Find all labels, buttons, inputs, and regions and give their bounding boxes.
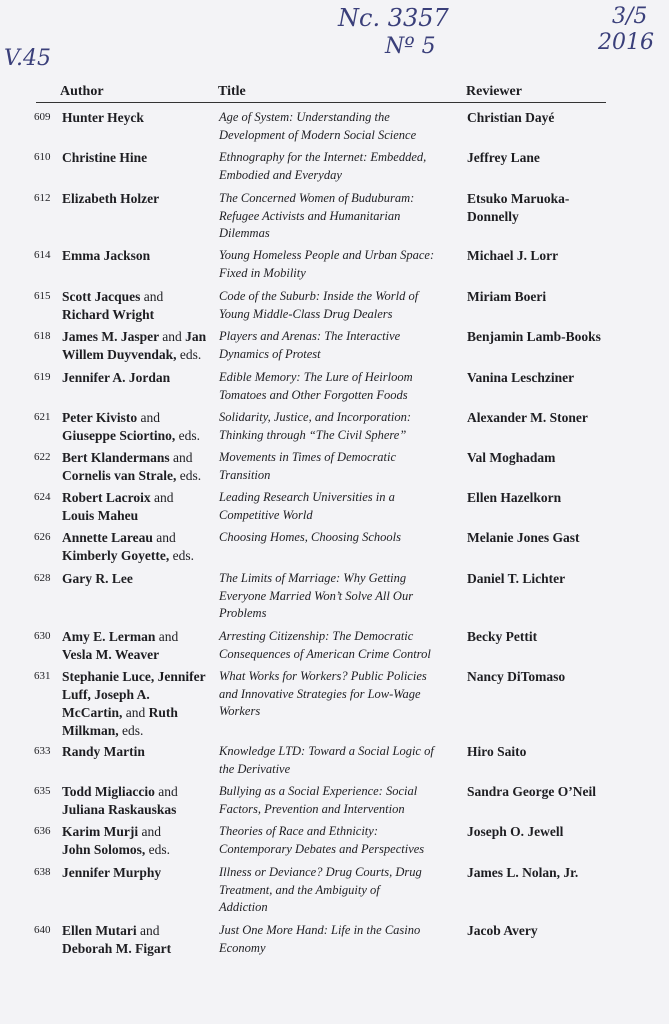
author-line: Vesla M. Weaver <box>62 647 160 662</box>
title-line: Age of System: Understanding the <box>219 110 390 124</box>
table-header <box>0 84 669 104</box>
page-number: 612 <box>34 192 51 204</box>
reviewer-name <box>467 369 617 387</box>
author-line: Louis Maheu <box>62 508 139 523</box>
author-line: Peter Kivisto and <box>62 410 160 425</box>
reviewer-line: Sandra George O’Neil <box>467 784 596 799</box>
author-line: Amy E. Lerman and <box>62 629 179 644</box>
book-title <box>219 409 455 444</box>
author-line: Ellen Mutari and <box>62 923 160 938</box>
reviewer-line: Michael J. Lorr <box>467 248 559 263</box>
author-line: Milkman, eds. <box>62 723 144 738</box>
handwritten-year: 2016 <box>598 30 654 55</box>
reviewer-name <box>467 864 617 882</box>
title-line: Competitive World <box>219 507 313 522</box>
title-line: Economy <box>219 940 266 955</box>
reviewer-name <box>467 247 617 265</box>
title-line: Solidarity, Justice, and Incorporation: <box>219 410 411 424</box>
reviewer-name <box>467 570 617 588</box>
title-line: Theories of Race and Ethnicity: <box>219 824 378 838</box>
title-line: Young Middle-Class Drug Dealers <box>219 306 393 321</box>
title-line: Movements in Times of Democratic <box>219 450 397 464</box>
book-title <box>219 628 455 663</box>
handwritten-issue-number: Nº 5 <box>385 34 436 59</box>
author-line: Scott Jacques and <box>62 289 164 304</box>
book-author <box>62 149 222 167</box>
page-number: 614 <box>34 249 51 261</box>
title-line: Ethnography for the Internet: Embedded, <box>219 150 427 164</box>
book-title <box>219 743 455 778</box>
title-line: Choosing Homes, Choosing Schools <box>219 530 401 544</box>
reviewer-name <box>467 628 617 646</box>
book-author <box>62 288 222 324</box>
book-author <box>62 922 222 958</box>
book-author <box>62 489 222 525</box>
book-title <box>219 369 455 404</box>
book-title <box>219 823 455 858</box>
book-author <box>62 783 222 819</box>
book-author <box>62 823 222 859</box>
book-author <box>62 743 222 761</box>
reviewer-name <box>467 783 617 801</box>
reviewer-name <box>467 409 617 427</box>
book-author <box>62 628 222 664</box>
title-line: Problems <box>219 606 267 620</box>
reviewer-name <box>467 668 617 686</box>
author-line: Jennifer A. Jordan <box>62 370 171 385</box>
title-line: Knowledge LTD: Toward a Social Logic of <box>219 744 434 758</box>
title-line: The Limits of Marriage: Why Getting <box>219 571 407 585</box>
title-line: Treatment, and the Ambiguity of <box>219 882 380 897</box>
title-line: Thinking through “The Civil Sphere” <box>219 427 407 442</box>
title-line: Players and Arenas: The Interactive <box>219 329 401 343</box>
title-line: the Derivative <box>219 761 291 776</box>
author-line: Karim Murji and <box>62 824 161 839</box>
title-line: Tomatoes and Other Forgotten Foods <box>219 387 408 402</box>
book-title <box>219 864 455 917</box>
book-title <box>219 247 455 282</box>
author-line: Todd Migliaccio and <box>62 784 178 799</box>
author-line: Deborah M. Figart <box>62 941 172 956</box>
author-line: Kimberly Goyette, eds. <box>62 548 194 563</box>
author-line: Christine Hine <box>62 150 148 165</box>
author-line: Juliana Raskauskas <box>62 802 177 817</box>
author-line: Elizabeth Holzer <box>62 191 160 206</box>
book-title <box>219 668 455 721</box>
reviewer-line: Jeffrey Lane <box>467 150 540 165</box>
book-author <box>62 449 222 485</box>
reviewer-name <box>467 109 617 127</box>
reviewer-line: Jacob Avery <box>467 923 538 938</box>
handwritten-volume: V.45 <box>4 46 52 71</box>
book-author <box>62 369 222 387</box>
reviewer-line: Christian Dayé <box>467 110 555 125</box>
page-number: 628 <box>34 572 51 584</box>
page-number: 615 <box>34 290 51 302</box>
reviewer-line: Etsuko Maruoka- <box>467 191 570 206</box>
title-line: Bullying as a Social Experience: Social <box>219 784 418 798</box>
title-line: Young Homeless People and Urban Space: <box>219 248 435 262</box>
book-title <box>219 288 455 323</box>
page-number: 619 <box>34 371 51 383</box>
header-divider <box>36 102 606 103</box>
title-line: Just One More Hand: Life in the Casino <box>219 923 421 937</box>
title-line: Fixed in Mobility <box>219 265 306 280</box>
page-number: 622 <box>34 451 51 463</box>
book-author <box>62 109 222 127</box>
title-line: Contemporary Debates and Perspectives <box>219 841 425 856</box>
reviewer-name <box>467 449 617 467</box>
author-line: Gary R. Lee <box>62 571 133 586</box>
reviewer-name <box>467 823 617 841</box>
book-title <box>219 489 455 524</box>
book-title <box>219 922 455 957</box>
page-number: 609 <box>34 111 51 123</box>
author-line: Bert Klandermans and <box>62 450 193 465</box>
title-line: Dynamics of Protest <box>219 346 321 361</box>
book-author <box>62 570 222 588</box>
title-line: Dilemmas <box>219 226 270 240</box>
book-title <box>219 149 455 184</box>
book-author <box>62 864 222 882</box>
title-line: Edible Memory: The Lure of Heirloom <box>219 370 413 384</box>
title-line: Development of Modern Social Science <box>219 127 417 142</box>
title-line: Addiction <box>219 900 268 914</box>
author-line: Jennifer Murphy <box>62 865 162 880</box>
reviewer-name <box>467 922 617 940</box>
author-line: Stephanie Luce, Jennifer <box>62 669 206 684</box>
author-line: Cornelis van Strale, eds. <box>62 468 202 483</box>
reviewer-name <box>467 149 617 167</box>
reviewer-line: Alexander M. Stoner <box>467 410 588 425</box>
book-author <box>62 247 222 265</box>
page-number: 626 <box>34 531 51 543</box>
page-number: 624 <box>34 491 51 503</box>
title-line: Factors, Prevention and Intervention <box>219 801 405 816</box>
book-title <box>219 449 455 484</box>
reviewer-line: Daniel T. Lichter <box>467 571 566 586</box>
reviewer-column-header: Reviewer <box>466 84 522 99</box>
page-number: 635 <box>34 785 51 797</box>
author-line: Robert Lacroix and <box>62 490 174 505</box>
reviewer-line: James L. Nolan, Jr. <box>467 865 579 880</box>
title-line: and Innovative Strategies for Low-Wage <box>219 686 421 701</box>
book-title <box>219 328 455 363</box>
page-number: 621 <box>34 411 51 423</box>
reviewer-line: Nancy DiTomaso <box>467 669 566 684</box>
author-line: Emma Jackson <box>62 248 151 263</box>
reviewer-line: Benjamin Lamb-Books <box>467 329 601 344</box>
title-line: What Works for Workers? Public Policies <box>219 669 427 683</box>
book-title <box>219 190 455 243</box>
reviewer-name <box>467 288 617 306</box>
page-number: 633 <box>34 745 51 757</box>
title-line: Illness or Deviance? Drug Courts, Drug <box>219 865 422 879</box>
title-line: Consequences of American Crime Control <box>219 646 431 661</box>
reviewer-name <box>467 489 617 507</box>
author-line: Richard Wright <box>62 307 155 322</box>
reviewer-name <box>467 529 617 547</box>
book-author <box>62 668 222 740</box>
author-line: John Solomos, eds. <box>62 842 171 857</box>
author-line: Hunter Heyck <box>62 110 144 125</box>
title-line: The Concerned Women of Buduburam: <box>219 191 415 205</box>
title-line: Everyone Married Won’t Solve All Our <box>219 588 414 603</box>
reviewer-line: Donnelly <box>467 209 519 224</box>
book-title <box>219 783 455 818</box>
title-line: Transition <box>219 467 271 482</box>
title-line: Leading Research Universities in a <box>219 490 395 504</box>
reviewer-line: Hiro Saito <box>467 744 527 759</box>
handwritten-call-number: Nc. 3357 <box>338 4 449 32</box>
author-line: James M. Jasper and Jan <box>62 329 207 344</box>
page-number: 610 <box>34 151 51 163</box>
author-line: McCartin, and Ruth <box>62 705 178 720</box>
author-column-header: Author <box>60 84 104 99</box>
author-line: Luff, Joseph A. <box>62 687 150 702</box>
reviewer-line: Joseph O. Jewell <box>467 824 564 839</box>
book-author <box>62 190 222 208</box>
page-number: 618 <box>34 330 51 342</box>
author-line: Randy Martin <box>62 744 145 759</box>
book-author <box>62 409 222 445</box>
book-title <box>219 570 455 623</box>
page-number: 630 <box>34 630 51 642</box>
page-number: 631 <box>34 670 51 682</box>
reviewer-line: Vanina Leschziner <box>467 370 575 385</box>
reviewer-line: Melanie Jones Gast <box>467 530 580 545</box>
page-number: 636 <box>34 825 51 837</box>
reviewer-line: Miriam Boeri <box>467 289 547 304</box>
title-line: Code of the Suburb: Inside the World of <box>219 289 419 303</box>
reviewer-name <box>467 328 617 346</box>
page-number: 640 <box>34 924 51 936</box>
book-title <box>219 529 455 547</box>
book-author <box>62 328 222 364</box>
book-title <box>219 109 455 144</box>
book-author <box>62 529 222 565</box>
author-line: Annette Lareau and <box>62 530 176 545</box>
title-line: Embodied and Everyday <box>219 167 342 182</box>
page-number: 638 <box>34 866 51 878</box>
reviewer-line: Val Moghadam <box>467 450 556 465</box>
reviewer-name <box>467 743 617 761</box>
handwritten-date-fraction: 3/5 <box>612 4 648 29</box>
author-line: Willem Duyvendak, eds. <box>62 347 202 362</box>
title-line: Arresting Citizenship: The Democratic <box>219 629 414 643</box>
reviewer-line: Ellen Hazelkorn <box>467 490 562 505</box>
title-column-header: Title <box>218 84 246 99</box>
title-line: Refugee Activists and Humanitarian <box>219 208 401 223</box>
author-line: Giuseppe Sciortino, eds. <box>62 428 201 443</box>
title-line: Workers <box>219 704 261 718</box>
reviewer-name <box>467 190 617 226</box>
reviewer-line: Becky Pettit <box>467 629 538 644</box>
